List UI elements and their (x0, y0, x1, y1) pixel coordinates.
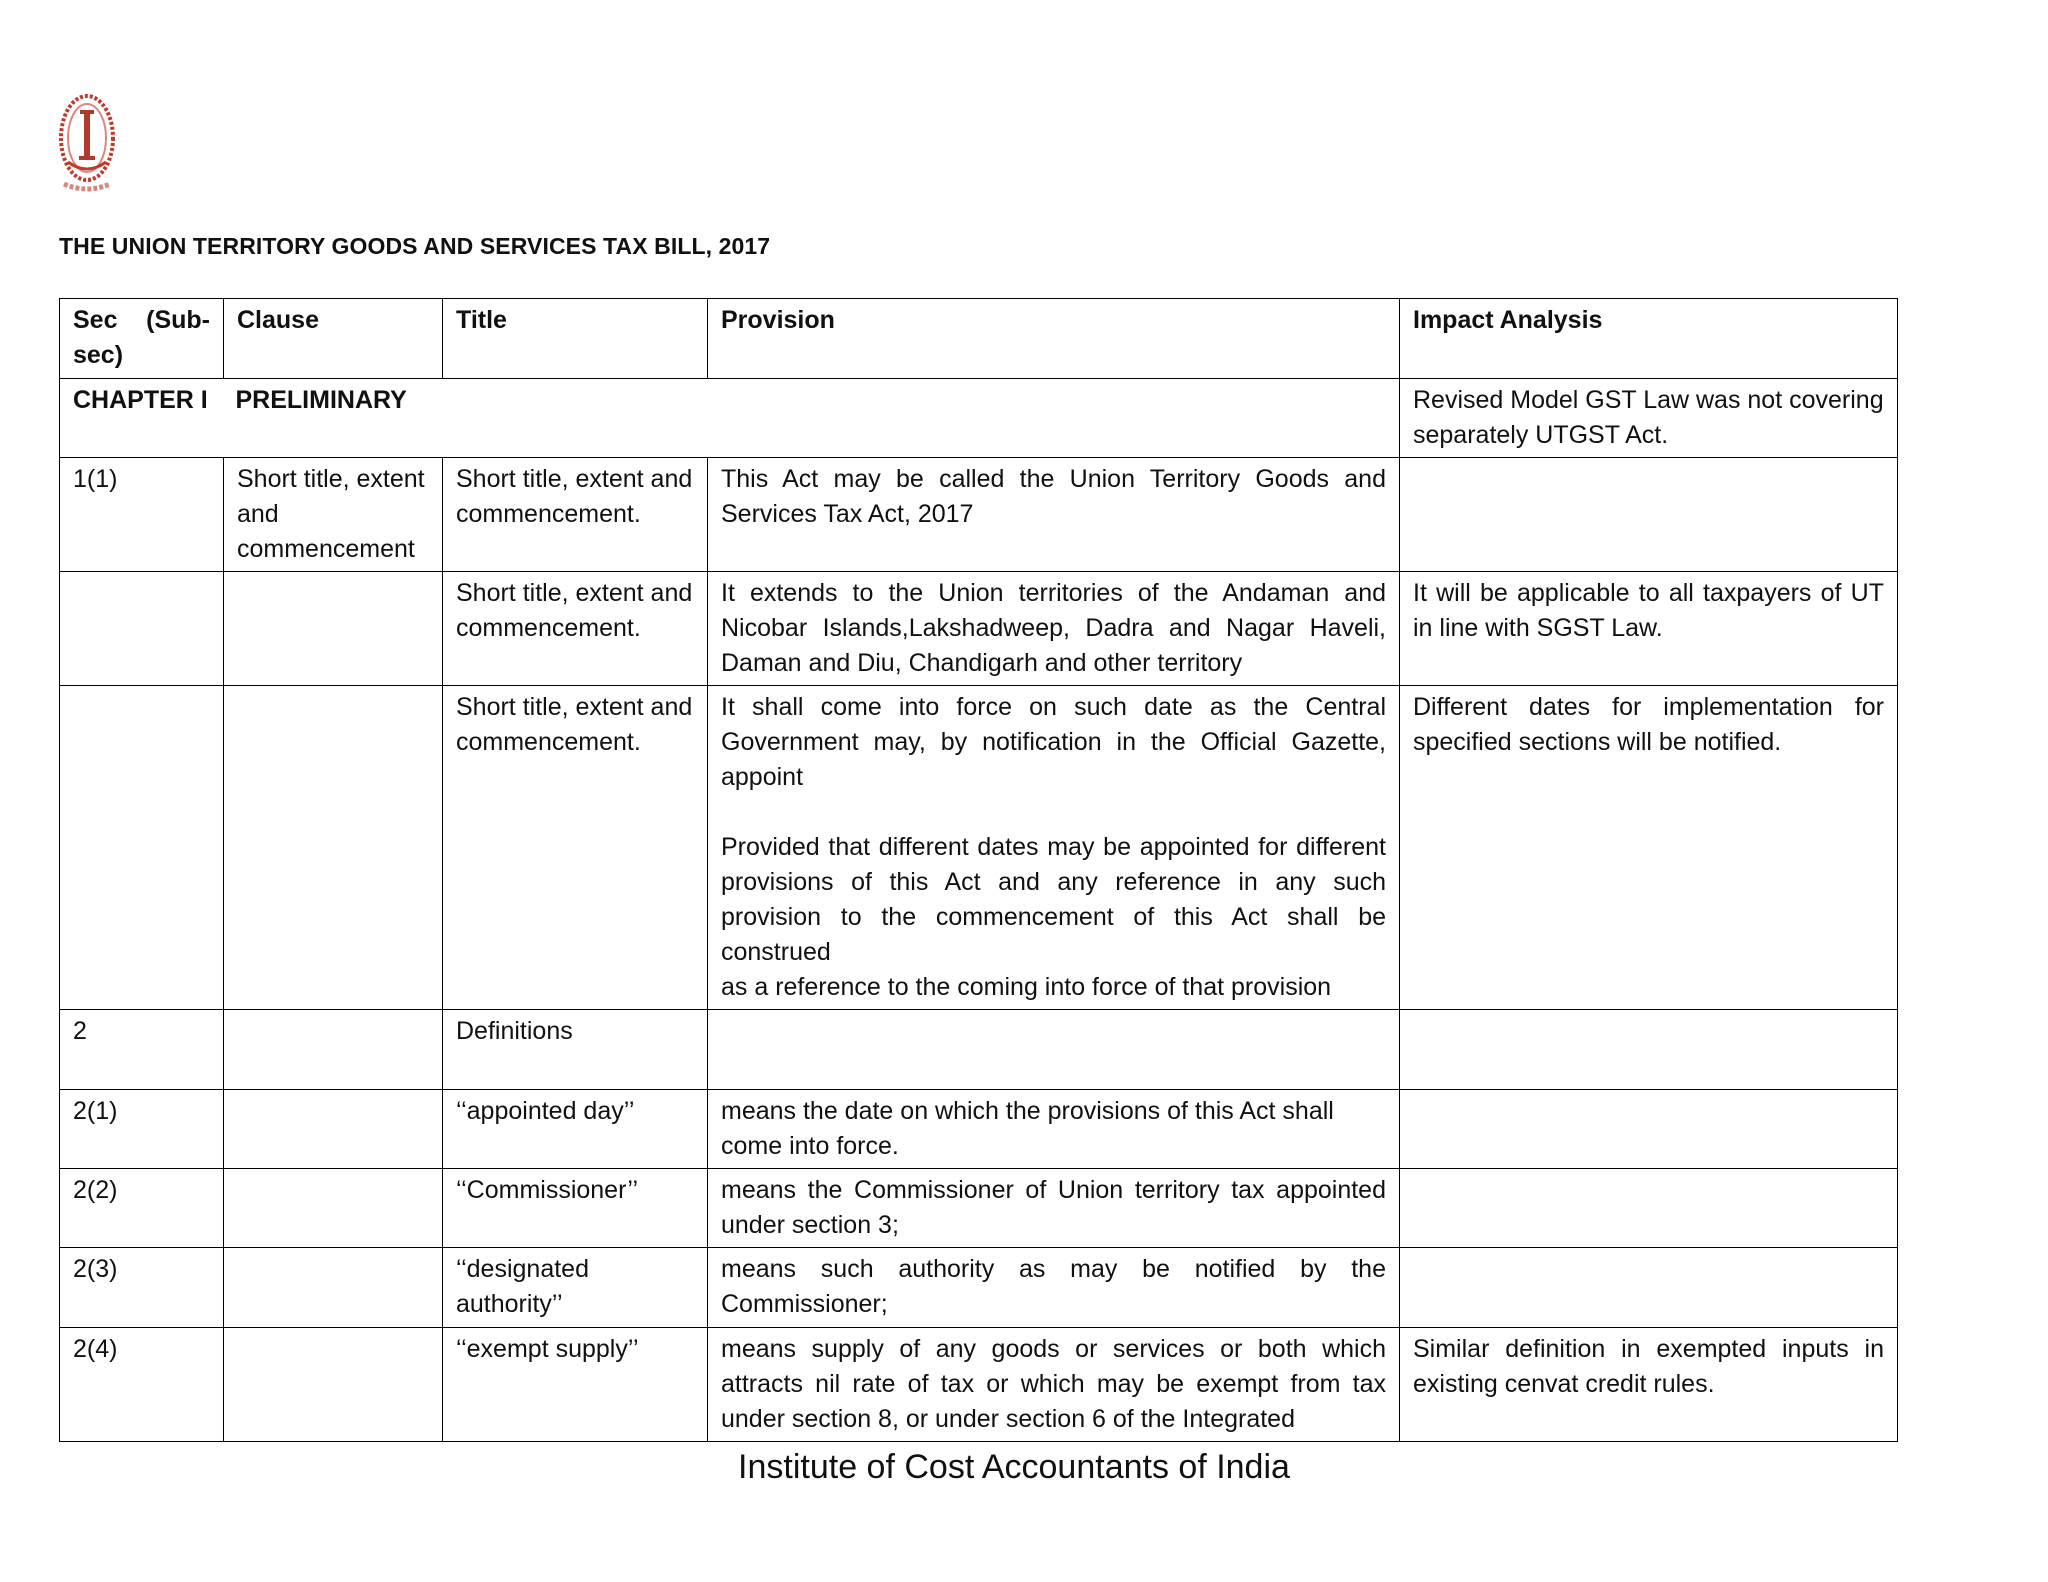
row-provision: means the date on which the provisions of this Act shall come into force. (708, 1090, 1400, 1169)
provision-paragraph: as a reference to the coming into force of that provision (721, 973, 1332, 1001)
table-header-row (60, 299, 1898, 379)
row-provision: means the Commissioner of Union territory tax appointed under section 3; (708, 1169, 1400, 1248)
row-provision: It extends to the Union territories of the Andaman and Nicobar Islands,Lakshadweep, Dadra and Nagar Haveli, Daman and Diu, Chandigarh and other territory (708, 572, 1400, 686)
chapter-label: CHAPTER I PRELIMINARY (60, 379, 1400, 458)
row-clause (224, 1090, 443, 1169)
provision-paragraph: Provided that different dates may be appointed for different provisions of this Act and any reference in any such provision to the commencement of this Act shall be construed (721, 833, 1386, 966)
row-sec: 1(1) (60, 458, 224, 572)
table-row (60, 1248, 1898, 1328)
table-row (60, 1328, 1898, 1442)
header-title: Title (443, 299, 708, 379)
row-clause (224, 1169, 443, 1248)
row-clause (224, 686, 443, 1010)
header-impact: Impact Analysis (1400, 299, 1898, 379)
institute-emblem-icon (56, 90, 118, 194)
row-title: ‘‘Commissioner’’ (443, 1169, 708, 1248)
row-provision (708, 1010, 1400, 1090)
row-sec: 2(3) (60, 1248, 224, 1328)
row-sec (60, 572, 224, 686)
row-impact: It will be applicable to all taxpayers of UT in line with SGST Law. (1400, 572, 1898, 686)
row-impact (1400, 1248, 1898, 1328)
chapter-row (60, 379, 1898, 458)
row-impact: Different dates for implementation for specified sections will be notified. (1400, 686, 1898, 1010)
row-impact (1400, 458, 1898, 572)
header-clause: Clause (224, 299, 443, 379)
table-row (60, 1169, 1898, 1248)
row-impact (1400, 1090, 1898, 1169)
row-title: ‘‘designated authority’’ (443, 1248, 708, 1328)
row-title: ‘‘appointed day’’ (443, 1090, 708, 1169)
row-provision: means supply of any goods or services or both which attracts nil rate of tax or which may be exempt from tax under section 8, or under section 6 of the Integrated (708, 1328, 1400, 1442)
provisions-table (59, 298, 1898, 1442)
row-sec: 2(4) (60, 1328, 224, 1442)
row-impact: Similar definition in exempted inputs in existing cenvat credit rules. (1400, 1328, 1898, 1442)
table-row (60, 1090, 1898, 1169)
row-impact (1400, 1010, 1898, 1090)
footer-institute-name: Institute of Cost Accountants of India (738, 1448, 1290, 1486)
row-title: Short title, extent and commencement. (443, 572, 708, 686)
row-impact (1400, 1169, 1898, 1248)
row-sec: 2 (60, 1010, 224, 1090)
row-clause (224, 1248, 443, 1328)
row-title: ‘‘exempt supply’’ (443, 1328, 708, 1442)
row-sec: 2(2) (60, 1169, 224, 1248)
header-provision: Provision (708, 299, 1400, 379)
row-sec: 2(1) (60, 1090, 224, 1169)
table-row (60, 686, 1898, 1010)
row-clause (224, 572, 443, 686)
row-title: Short title, extent and commencement. (443, 686, 708, 1010)
chapter-impact: Revised Model GST Law was not covering separately UTGST Act. (1400, 379, 1898, 458)
document-title: THE UNION TERRITORY GOODS AND SERVICES TAX BILL, 2017 (59, 233, 771, 259)
row-title: Short title, extent and commencement. (443, 458, 708, 572)
row-title: Definitions (443, 1010, 708, 1090)
table-row (60, 1010, 1898, 1090)
table-row (60, 572, 1898, 686)
row-provision: This Act may be called the Union Territory Goods and Services Tax Act, 2017 (708, 458, 1400, 572)
row-provision: means such authority as may be notified by the Commissioner; (708, 1248, 1400, 1328)
row-sec (60, 686, 224, 1010)
row-clause: Short title, extent and commencement (224, 458, 443, 572)
row-provision (708, 686, 1400, 1010)
table-row (60, 458, 1898, 572)
row-clause (224, 1010, 443, 1090)
provision-paragraph: It shall come into force on such date as the Central Government may, by notification in the Official Gazette, appoint (721, 693, 1386, 791)
header-sec: Sec (Sub-sec) (60, 299, 224, 379)
row-clause (224, 1328, 443, 1442)
